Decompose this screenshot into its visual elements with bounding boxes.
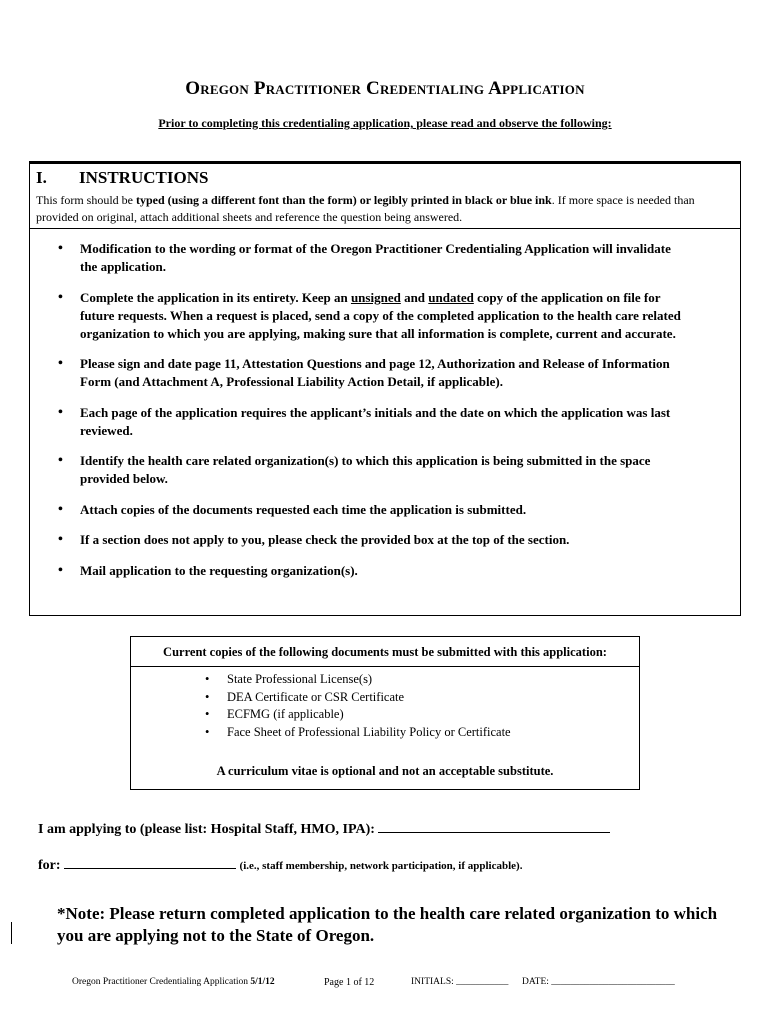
intro-bold-text: typed (using a different font than the form) or legibly printed in black or blue ink — [136, 193, 552, 207]
list-item: • DEA Certificate or CSR Certificate — [131, 689, 511, 707]
required-documents-box — [130, 636, 640, 790]
divider — [131, 666, 639, 667]
documents-list — [131, 671, 511, 741]
list-item: • State Professional License(s) — [131, 671, 511, 689]
page-subtitle: Prior to completing this credentialing application, please read and observe the following: — [158, 116, 612, 130]
underlined-word: undated — [428, 289, 474, 305]
footer-form-name: Oregon Practitioner Credentialing Application 5/1/12 — [72, 977, 275, 987]
instructions-list — [30, 240, 690, 592]
underlined-word: unsigned — [350, 289, 401, 305]
return-note: *Note: Please return completed application to the health care related organization to which you are applying not to the State of Oregon. — [57, 904, 718, 945]
for-field[interactable] — [64, 856, 236, 869]
list-item: • Complete the application in its entirety. Keep an unsigned and undated copy of the application on file for future requests. When a request is placed, send a copy of the completed application to the health care related organization to which you are applying, making sure that all information is complete, current and accurate. — [30, 289, 690, 343]
section-title: INSTRUCTIONS — [79, 168, 209, 187]
page-title: Oregon Practitioner Credentialing Application — [185, 78, 585, 99]
applying-to-label: I am applying to (please list: Hospital Staff, HMO, IPA): — [38, 822, 375, 837]
list-item: • ECFMG (if applicable) — [131, 706, 511, 724]
list-item: • Modification to the wording or format of the Oregon Practitioner Credentialing Application will invalidate the application. — [30, 240, 690, 276]
footer-page-number: Page 1 of 12 — [324, 977, 375, 988]
list-item: • Please sign and date page 11, Attestation Questions and page 12, Authorization and Release of Information Form (and Attachment A, Professional Liability Action Detail, if applicable). — [30, 355, 690, 391]
list-item: • Mail application to the requesting organization(s). — [30, 562, 690, 580]
documents-heading: Current copies of the following documents must be submitted with this application: — [163, 645, 607, 659]
instructions-intro — [36, 192, 736, 226]
intro-text: This form should be — [36, 193, 136, 207]
list-item: • Attach copies of the documents requested each time the application is submitted. — [30, 501, 690, 519]
intro-text-continued: . If more space is needed than provided on original, attach additional sheets and reference the question being answered. — [36, 193, 695, 224]
margin-change-bar — [11, 922, 12, 944]
list-item: • Face Sheet of Professional Liability Policy or Certificate — [131, 724, 511, 742]
list-item: • Each page of the application requires the applicant’s initials and the date on which the application was last reviewed. — [30, 404, 690, 440]
footer-form-version: 5/1/12 — [250, 977, 275, 987]
for-row — [38, 856, 522, 874]
documents-footnote: A curriculum vitae is optional and not an acceptable substitute. — [216, 764, 554, 778]
applying-to-field[interactable] — [378, 820, 610, 833]
divider — [30, 228, 740, 229]
section-heading — [36, 168, 208, 188]
for-hint: (i.e., staff membership, network participation, if applicable). — [239, 860, 523, 872]
footer-initials: INITIALS: ___________ — [411, 977, 509, 987]
instructions-section — [29, 161, 741, 616]
list-item: • If a section does not apply to you, please check the provided box at the top of the section. — [30, 531, 690, 549]
list-item: • Identify the health care related organization(s) to which this application is being submitted in the space provided below. — [30, 452, 690, 488]
for-label: for: — [38, 858, 61, 873]
footer-date: DATE: __________________________ — [522, 977, 675, 987]
applying-to-row — [38, 820, 610, 838]
section-number: I. — [36, 168, 47, 187]
